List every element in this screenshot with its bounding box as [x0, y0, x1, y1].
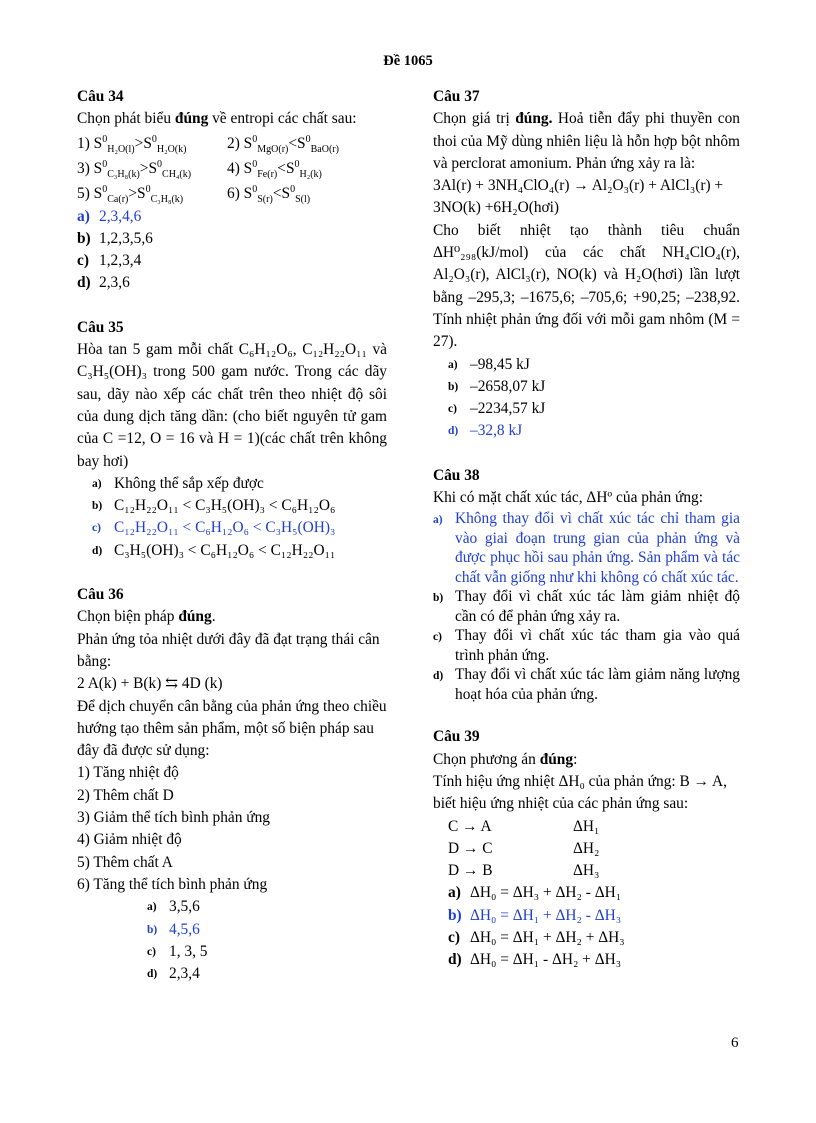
question-title: Câu 37 — [433, 88, 480, 105]
statement-row — [77, 156, 387, 181]
option-text: C₁₂H₂₂O₁₁ < C₆H₁₂O₆ < C₃H₅(OH)₃ — [114, 519, 336, 537]
answer-option[interactable] — [92, 495, 387, 517]
entropy-statement: 6) $S^0_{S(r)}<S^0_{S(l)}$ — [227, 183, 311, 205]
option-text: 1,2,3,5,6 — [99, 229, 153, 247]
option-text: 3,5,6 — [169, 898, 200, 916]
option-text: C₃H₅(OH)₃ < C₆H₁₂O₆ < C₁₂H₂₂O₁₁ — [114, 541, 336, 559]
option-label: b) — [92, 500, 103, 513]
question-title: Câu 35 — [77, 318, 124, 336]
option-text: 2,3,4,6 — [99, 207, 142, 225]
option-label: c) — [448, 929, 460, 947]
measure-item: 6) Tăng thể tích bình phản ứng — [77, 875, 268, 893]
answer-option[interactable] — [77, 272, 387, 294]
answer-options — [433, 354, 740, 443]
option-text: –32,8 kJ — [470, 422, 523, 440]
statement-number: 1) — [77, 134, 90, 152]
measure-item: 2) Thêm chất D — [77, 786, 174, 804]
answer-option[interactable] — [147, 919, 387, 941]
entropy-statement: 5) $S^0_{Ca(r)}>S^0_{C_3H_8(k)}$ — [77, 183, 184, 205]
measure-item: 5) Thêm chất A — [77, 853, 173, 871]
option-label: a) — [448, 884, 461, 902]
reaction-row — [448, 838, 740, 860]
answer-option[interactable] — [448, 376, 740, 398]
question-prompt: Khi có mặt chất xúc tác, ΔHº của phản ứng: — [433, 489, 704, 507]
option-label: b) — [433, 592, 444, 605]
answer-option[interactable] — [77, 228, 387, 250]
reaction-equation: 2 A(k) + B(k) ⇆ 4D (k) — [77, 675, 223, 693]
statement-number: 2) — [227, 134, 240, 152]
option-label: c) — [92, 522, 101, 535]
answer-option[interactable] — [147, 963, 387, 985]
option-text: 4,5,6 — [169, 920, 200, 938]
answer-option[interactable] — [448, 420, 740, 442]
reaction-row — [448, 816, 740, 838]
answer-options — [77, 473, 387, 562]
comparison-operator: < — [272, 184, 282, 202]
option-label: a) — [448, 358, 458, 371]
measure-item: 4) Giảm nhiệt độ — [77, 831, 182, 849]
measure-item: 1) Tăng nhiệt độ — [77, 764, 179, 782]
answer-option[interactable] — [448, 905, 740, 927]
statement-row — [77, 181, 387, 206]
measure-item: 3) Giảm thể tích bình phản ứng — [77, 809, 270, 827]
answer-option[interactable] — [433, 587, 740, 626]
option-label: b) — [147, 923, 158, 936]
option-text: 2,3,6 — [99, 274, 130, 292]
answer-option[interactable] — [448, 882, 740, 904]
option-text: 1, 3, 5 — [169, 942, 208, 960]
statement-number: 6) — [227, 184, 240, 202]
answer-option[interactable] — [433, 509, 740, 587]
option-text: 1,2,3,4 — [99, 252, 142, 270]
option-text: ΔH₀ = ΔH₁ + ΔH₂ + ΔH₃ — [470, 929, 625, 947]
answer-options — [77, 206, 387, 295]
substance: C₃H₈(k) — [107, 168, 140, 180]
entropy-statement: 3) $S^0_{C_3H_8(k)}>S^0_{CH_4(k)}$ — [77, 158, 192, 180]
question-title: Câu 39 — [433, 728, 480, 746]
option-text: –2658,07 kJ — [470, 377, 546, 395]
option-label: b) — [77, 229, 91, 247]
statement-number: 3) — [77, 159, 90, 177]
comparison-operator: > — [128, 184, 138, 202]
substance: MgO(r) — [257, 143, 289, 155]
answer-option[interactable] — [92, 473, 387, 495]
option-text: Thay đổi vì chất xúc tác làm giảm nhiệt độ cần có để phản ứng xảy ra. — [455, 588, 740, 625]
substance: H₂O(k) — [156, 143, 187, 155]
statement-number: 5) — [77, 184, 90, 202]
reaction-row — [448, 860, 740, 882]
option-text: –98,45 kJ — [470, 355, 530, 373]
answer-option[interactable] — [77, 250, 387, 272]
question-title: Câu 38 — [433, 466, 480, 484]
substance: S(r) — [257, 193, 273, 205]
option-label: a) — [433, 514, 443, 527]
question-title: Câu 34 — [77, 88, 124, 105]
option-text: –2234,57 kJ — [470, 400, 546, 418]
reaction: C → A — [448, 817, 492, 835]
option-label: c) — [448, 403, 457, 416]
option-text: ΔH₀ = ΔH₁ - ΔH₂ + ΔH₃ — [470, 951, 622, 969]
page-header: Đề 1065 — [383, 53, 433, 69]
comparison-operator: > — [134, 134, 144, 152]
option-label: c) — [433, 631, 442, 644]
answer-options — [77, 896, 387, 985]
option-text: Không thể sắp xếp được — [114, 474, 264, 492]
question-line: Để dịch chuyển cân bằng của phản ứng theo chiều hướng tạo thêm sản phẩm, một số biện pháp sau đây đã được sử dụng: — [77, 697, 387, 760]
right-column — [433, 86, 740, 972]
substance: Ca(r) — [107, 193, 129, 205]
option-text: ΔH₀ = ΔH₃ + ΔH₂ - ΔH₁ — [470, 884, 622, 902]
option-label: c) — [77, 252, 89, 270]
entropy-statement: 1) $S^0_{H_2O(l)}>S^0_{H_2O(k)}$ — [77, 133, 187, 155]
substance: H₂O(l) — [107, 143, 135, 155]
option-label: d) — [448, 425, 459, 438]
enthalpy: ΔH₁ — [573, 817, 600, 835]
option-label: c) — [147, 945, 156, 958]
substance: BaO(r) — [310, 143, 339, 155]
option-label: b) — [448, 380, 459, 393]
reaction-equation: 3Al(r) + 3NH₄ClO₄(r) → Al₂O₃(r) + AlCl₃(r) + 3NO(k) +6H₂O(hơi) — [433, 177, 724, 217]
option-text: C₁₂H₂₂O₁₁ < C₃H₅(OH)₃ < C₆H₁₂O₆ — [114, 497, 336, 515]
option-text: 2,3,4 — [169, 965, 200, 983]
answer-option[interactable] — [77, 206, 387, 228]
option-label: a) — [77, 207, 90, 225]
answer-option[interactable] — [147, 941, 387, 963]
answer-option[interactable] — [448, 398, 740, 420]
question-title: Câu 36 — [77, 586, 124, 604]
option-label: d) — [147, 968, 158, 981]
reaction: D → C — [448, 839, 493, 857]
entropy-statement: 4) $S^0_{Fe(r)}<S^0_{H_2(k)}$ — [227, 158, 322, 180]
option-label: b) — [448, 906, 462, 924]
comparison-operator: < — [277, 159, 286, 177]
substance: Fe(r) — [257, 168, 278, 180]
question-text: Cho biết nhiệt tạo thành tiêu chuẩn ΔH⁰₂₉₈(kJ/mol) của các chất NH₄ClO₄(r), Al₂O₃(r), AlCl₃(r), NO(k) và H₂O(hơi) lần lượt bằng –295,3; –1675,6; –705,6; +90,25; –238,92. Tính nhiệt phản ứng đối với mỗi gam nhôm (M = 27). — [433, 221, 740, 351]
answer-option[interactable] — [433, 626, 740, 665]
answer-option[interactable] — [448, 949, 740, 971]
entropy-statements — [77, 131, 387, 206]
comparison-operator: > — [139, 159, 149, 177]
question-text: Tính hiệu ứng nhiệt ΔH₀ của phản ứng: B → A, biết hiệu ứng nhiệt của các phản ứng sau: — [433, 772, 727, 813]
enthalpy: ΔH₃ — [573, 862, 600, 880]
page-number: 6 — [731, 1035, 739, 1051]
option-label: a) — [92, 477, 102, 490]
substance: H₂(k) — [299, 168, 322, 180]
option-label: d) — [77, 274, 91, 292]
substance: C₃H₈(k) — [150, 193, 184, 205]
measure-list — [77, 762, 387, 896]
answer-options — [433, 509, 740, 704]
option-label: d) — [448, 951, 462, 969]
question-prompt: Chọn phát biểu đúng về entropi các chất sau: — [77, 110, 357, 128]
substance: S(l) — [295, 193, 311, 205]
answer-option[interactable] — [433, 665, 740, 704]
answer-option[interactable] — [92, 517, 387, 539]
option-text: Thay đổi vì chất xúc tác làm giảm năng lượng hoạt hóa của phản ứng. — [455, 666, 740, 703]
answer-option[interactable] — [448, 927, 740, 949]
question-text: Chọn giá trị đúng. Hoả tiễn đẩy phi thuyền con thoi của Mỹ dùng nhiên liệu là hỗn hợp bột nhôm và perclorat amonium. Phản ứng xảy ra là: — [433, 110, 740, 172]
option-label: a) — [147, 901, 157, 914]
question-text: Hòa tan 5 gam mỗi chất C₆H₁₂O₆, C₁₂H₂₂O₁₁ và C₃H₅(OH)₃ trong 500 gam nước. Trong các dãy sau, dãy nào xếp các chất trên theo nhiệt độ sôi của dung dịch tăng dần: (cho biết nguyên tử gam của C =12, O = 16 và H = 1)(các chất trên không bay hơi) — [77, 341, 387, 470]
option-text: Thay đổi vì chất xúc tác tham gia vào quá trình phản ứng. — [455, 627, 740, 664]
left-column — [77, 86, 387, 985]
option-text: ΔH₀ = ΔH₁ + ΔH₂ - ΔH₃ — [470, 906, 622, 924]
question-prompt: Chọn phương án đúng: — [433, 750, 578, 768]
option-label: d) — [433, 670, 444, 683]
answer-option[interactable] — [92, 540, 387, 562]
statement-row — [77, 131, 387, 156]
option-label: d) — [92, 544, 103, 557]
entropy-statement: 2) $S^0_{MgO(r)}<S^0_{BaO(r)}$ — [227, 133, 339, 155]
substance: CH₄(k) — [162, 168, 192, 180]
question-prompt: Chọn biện pháp đúng. — [77, 608, 216, 626]
reaction: D → B — [448, 862, 493, 880]
answer-option[interactable] — [448, 354, 740, 376]
comparison-operator: < — [288, 134, 298, 152]
enthalpy: ΔH₂ — [573, 839, 600, 857]
answer-options — [433, 882, 740, 971]
reaction-list — [433, 816, 740, 883]
question-line: Phản ứng tỏa nhiệt dưới đây đã đạt trạng thái cân bằng: — [77, 630, 380, 670]
answer-option[interactable] — [147, 896, 387, 918]
statement-number: 4) — [227, 159, 240, 177]
option-text: Không thay đổi vì chất xúc tác chỉ tham gia vào giai đoạn trung gian của phản ứng và được phục hồi sau phản ứng. Sản phẩm và tác chất vẫn giống như khi không có chất xúc tác. — [455, 510, 740, 586]
